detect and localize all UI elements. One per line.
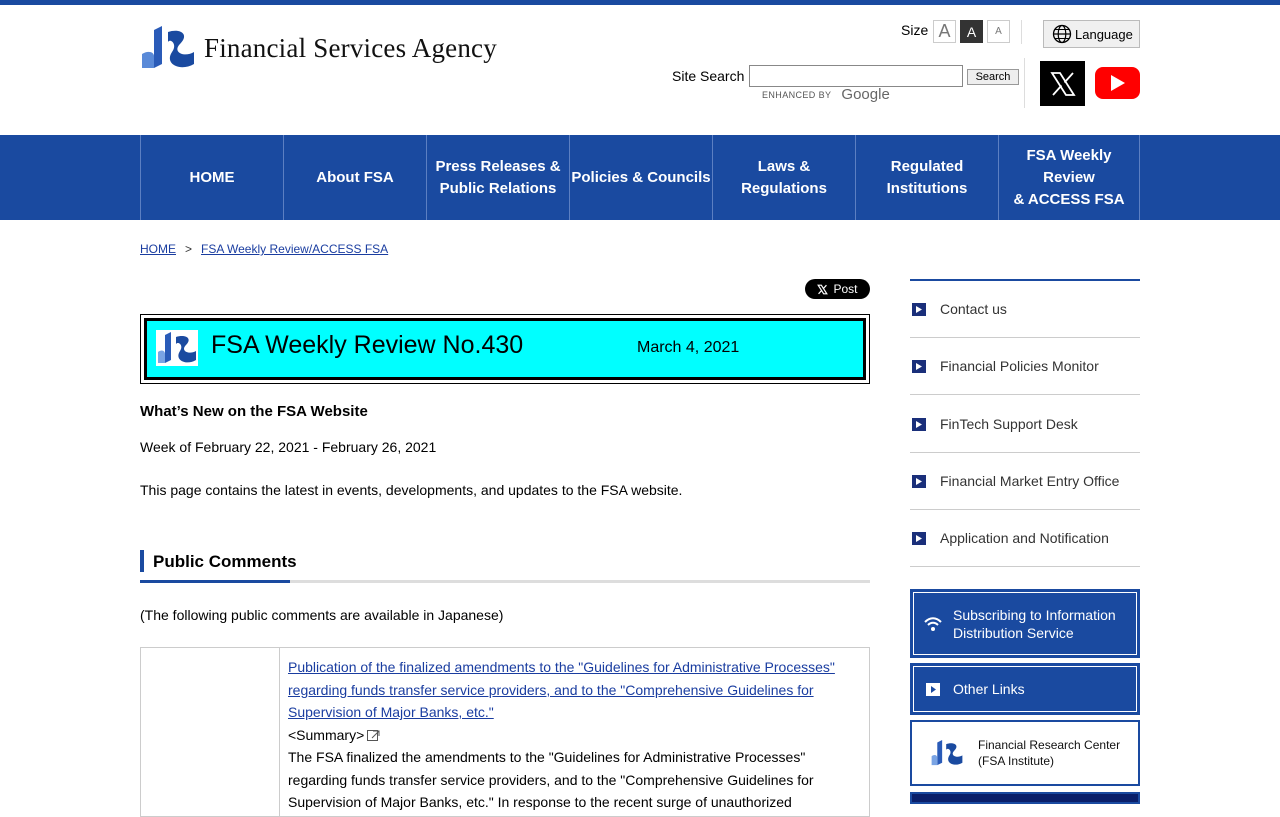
site-logo[interactable] [140,24,497,72]
nav-home[interactable]: HOME [141,135,284,220]
wifi-icon [913,616,953,632]
research-center-label: Financial Research Center (FSA Institute) [978,738,1121,768]
subscribe-label: Subscribing to Information Distribution Service [953,606,1116,641]
search-button[interactable]: Search [967,69,1019,85]
arrow-right-icon [912,475,926,488]
other-links-button[interactable] [910,663,1140,715]
sidebar-item-market-entry[interactable] [910,453,1140,510]
breadcrumb-separator: > [185,242,193,256]
google-wordmark: Google [841,86,890,103]
nav-about-fsa[interactable]: About FSA [284,135,427,220]
research-center-link[interactable] [910,720,1140,786]
nav-regulated-institutions[interactable]: Regulated Institutions [856,135,999,220]
language-label: Language [1075,26,1133,42]
week-range: Week of February 22, 2021 - February 26, 2021 [140,439,437,455]
site-search-input[interactable] [749,65,963,87]
weekly-review-banner [140,314,870,384]
arrow-right-icon [913,683,953,696]
public-comments-table [140,647,870,817]
arrow-right-icon [912,532,926,545]
amendment-description: The FSA finalized the amendments to the "Guidelines for Administrative Processes" regarding funds transfer service providers, and to the "Comprehensive Guidelines for Supervision of Major Banks, etc." In response to the recent surge of unauthorized [288,749,814,810]
x-post-label: Post [833,282,858,296]
google-enhanced-note [762,86,890,103]
site-search-label: Site Search [672,68,745,84]
amendment-link[interactable]: Publication of the finalized amendments to the "Guidelines for Administrative Processes" regarding funds transfer service providers, and to the "Comprehensive Guidelines for Supervision of Major Banks, etc." [288,659,835,720]
public-comments-heading [140,550,870,584]
summary-link[interactable] [288,727,380,743]
fsa-logo-icon [140,24,196,72]
external-link-icon [367,729,380,741]
x-post-button[interactable] [805,279,870,299]
top-accent-bar [0,0,1280,5]
language-button[interactable] [1043,20,1140,48]
intro-text: This page contains the latest in events, developments, and updates to the FSA website. [140,482,683,498]
breadcrumb [140,242,388,256]
sidebar-item-label: Contact us [940,301,1007,317]
globe-icon [1052,24,1072,44]
fsa-institute-logo-icon [930,738,964,768]
enhanced-by-text: ENHANCED BY [762,89,832,100]
sidebar-item-label: FinTech Support Desk [940,416,1078,432]
arrow-right-icon [912,303,926,316]
header-divider [1021,20,1022,44]
nav-laws-regulations[interactable]: Laws & Regulations [713,135,856,220]
sidebar-next-banner[interactable] [910,792,1140,804]
table-content-cell [288,656,848,814]
font-size-large-button[interactable]: A [933,20,956,43]
whats-new-heading: What’s New on the FSA Website [140,403,368,420]
breadcrumb-home-link[interactable]: HOME [140,242,176,256]
x-twitter-icon[interactable] [1040,61,1085,106]
section-title: Public Comments [153,552,297,571]
banner-title: FSA Weekly Review No.430 [211,331,524,359]
banner-date: March 4, 2021 [637,339,740,356]
nav-press-releases[interactable]: Press Releases & Public Relations [427,135,570,220]
youtube-icon[interactable] [1095,67,1140,99]
sidebar-item-label: Application and Notification [940,530,1109,546]
arrow-right-icon [912,360,926,373]
other-links-label: Other Links [953,681,1025,697]
sidebar-item-policies-monitor[interactable] [910,338,1140,395]
sidebar-item-label: Financial Policies Monitor [940,358,1099,374]
sidebar-item-label: Financial Market Entry Office [940,473,1120,489]
main-navigation [0,135,1280,220]
breadcrumb-current-link[interactable]: FSA Weekly Review/ACCESS FSA [201,242,389,256]
font-size-label: Size [901,22,929,38]
nav-policies-councils[interactable]: Policies & Councils [570,135,713,220]
nav-weekly-review[interactable]: FSA Weekly Review & ACCESS FSA [999,135,1140,220]
public-comments-note: (The following public comments are available in Japanese) [140,607,504,623]
subscribe-button[interactable] [910,589,1140,658]
sidebar-item-application[interactable] [910,510,1140,567]
x-logo-icon [817,284,828,295]
fsa-logo-icon [156,330,198,366]
font-size-small-button[interactable]: A [987,20,1010,43]
arrow-right-icon [912,418,926,431]
sidebar-item-contact-us[interactable] [910,281,1140,338]
font-size-medium-button[interactable]: A [960,20,983,43]
summary-label: <Summary> [288,726,365,743]
table-date-cell [141,648,280,816]
header-divider [1024,58,1025,108]
sidebar-item-fintech-desk[interactable] [910,396,1140,453]
site-name: Financial Services Agency [204,32,497,63]
